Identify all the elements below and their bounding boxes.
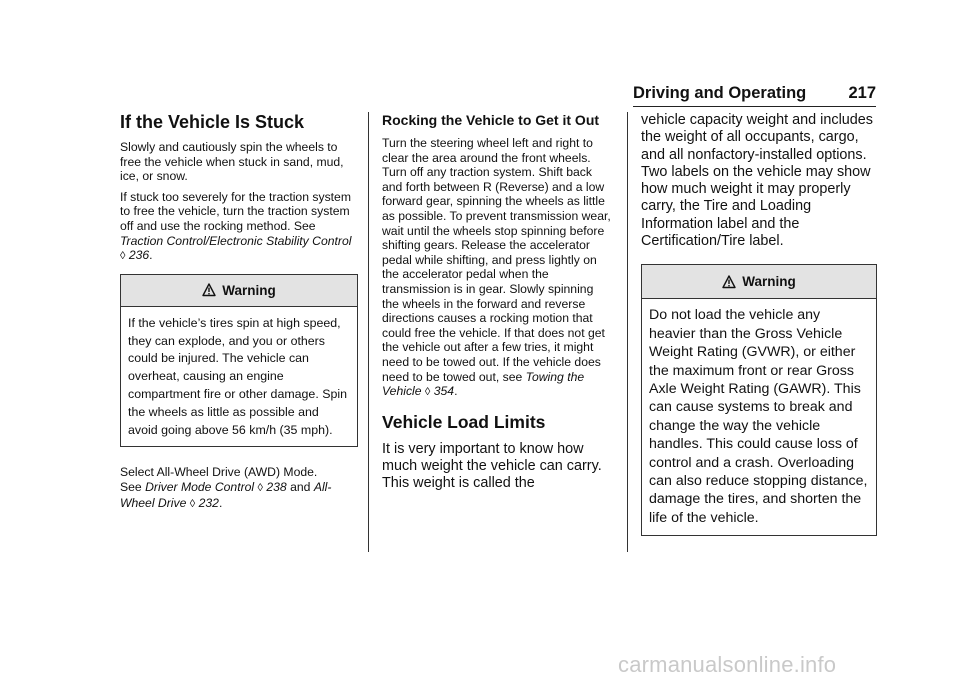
link-page-232[interactable]: 232 (198, 495, 219, 510)
column-divider-1 (368, 112, 369, 552)
link-driver-mode-control[interactable]: Driver Mode Control (145, 479, 255, 494)
warning-body: If the vehicle’s tires spin at high speed, they can explode, and you or others could be injured. The vehicle can overheat, causing an engine compartment fire or other damage. Spin the wheels as little as possible and avoid going above 56 km/h (35 mph). (128, 315, 348, 437)
link-page-354[interactable]: 354 (433, 384, 455, 399)
column-3 (641, 112, 877, 554)
warning-header (642, 265, 876, 299)
section-title: Driving and Operating (633, 84, 807, 102)
heading-load-limits: Vehicle Load Limits (382, 411, 546, 432)
paragraph-awd: Select All-Wheel Drive (AWD) Mode. See Driver Mode Control ◊ 238 and All-Wheel Drive ◊ 232. (120, 465, 332, 510)
see-text: See (120, 479, 142, 494)
traction-text: If stuck too severely for the traction system to free the vehicle, turn the traction system off and use the rocking method. See (120, 189, 351, 233)
warning-triangle-icon (722, 275, 736, 289)
column-2 (382, 112, 612, 493)
link-all-wheel-drive[interactable]: All-Wheel Drive (120, 479, 332, 510)
warning-title: Warning (222, 282, 276, 298)
warning-title: Warning (742, 274, 796, 290)
header-rule (633, 106, 876, 107)
heading-vehicle-stuck: If the Vehicle Is Stuck (120, 112, 305, 132)
page-number: 217 (848, 84, 876, 102)
rocking-text: Turn the steering wheel left and right to clear the area around the front wheels. Turn off any traction system. Shift back and forth between R (Reverse) and a low forward gear, spinning the wheels as little as possible. To prevent transmission wear, wait until the wheels stop spinning before shifting gears. Release the accelerator pedal while shifting, and press lightly on the accelerator pedal when the transmission is in gear. Slowly spinning the wheels in the forward and reverse directions causes a rocking motion that could free the vehicle. If that does not get the vehicle out after a few tries, it might need to be towed out. If the vehicle does need to be towed out, see (382, 136, 611, 384)
paragraph-rocking: Turn the steering wheel left and right to clear the area around the front wheels. Turn off any traction system. Shift back and forth between R (Reverse) and a low forward gear, spinning the wheels as little as possible. To prevent transmission wear, wait until the wheels stop spinning before shifting gears. Release the accelerator pedal while shifting, and press lightly on the accelerator pedal when the transmission is in gear. Slowly spinning the wheels in the forward and reverse directions causes a rocking motion that could free the vehicle. If that does not get the vehicle out after a few tries, it might need to be towed out. If the vehicle does need to be towed out, see Towing the Vehicle ◊ 354. (382, 136, 611, 399)
page-header (633, 84, 876, 106)
paragraph-spin-wheels: Slowly and cautiously spin the wheels to free the vehicle when stuck in sand, mud, ice, or snow. (120, 140, 344, 184)
warning-box-overload (641, 264, 877, 536)
column-1 (120, 112, 358, 517)
link-page-238[interactable]: 238 (266, 479, 287, 494)
paragraph-traction: If stuck too severely for the traction system to free the vehicle, turn the traction system off and use the rocking method. See Traction Control/Electronic Stability Control ◊ 236. (120, 189, 352, 263)
warning-header (121, 275, 357, 307)
page-reference-arrow-icon: ◊ (424, 386, 431, 399)
paragraph-capacity-weight: vehicle capacity weight and includes the weight of all occupants, cargo, and all nonfactory-installed options. Two labels on the vehicle may show how much weight it may properly carry, the Tire and Loading Information label and the Certification/Tire label. (641, 112, 873, 250)
warning-triangle-icon (202, 283, 216, 297)
watermark-footer[interactable]: carmanualsonline.info (618, 652, 837, 677)
warning-box-tire-spin (120, 274, 358, 448)
link-page-236[interactable]: 236 (128, 248, 150, 263)
page-reference-arrow-icon: ◊ (257, 481, 263, 494)
warning-body: Do not load the vehicle any heavier than the Gross Vehicle Weight Rating (GVWR), or either the maximum front or rear Gross Axle Weight Rating (GAWR). This can cause systems to break and change the way the vehicle handles. This could cause loss of control and a crash. Overloading can also reduce stopping distance, damage the tires, and shorten the life of the vehicle. (649, 307, 868, 526)
and-text: and (290, 479, 311, 494)
column-divider-2 (627, 112, 628, 552)
heading-rocking-vehicle: Rocking the Vehicle to Get it Out (382, 112, 600, 128)
page-reference-arrow-icon: ◊ (189, 497, 196, 510)
paragraph-load-limits: It is very important to know how much weight the vehicle can carry. This weight is called the (382, 440, 602, 492)
link-towing-vehicle[interactable]: Towing the Vehicle (382, 369, 585, 399)
awd-text: Select All-Wheel Drive (AWD) Mode. (120, 465, 318, 480)
link-traction-control[interactable]: Traction Control/Electronic Stability Control (120, 233, 352, 248)
page-reference-arrow-icon: ◊ (120, 250, 126, 263)
